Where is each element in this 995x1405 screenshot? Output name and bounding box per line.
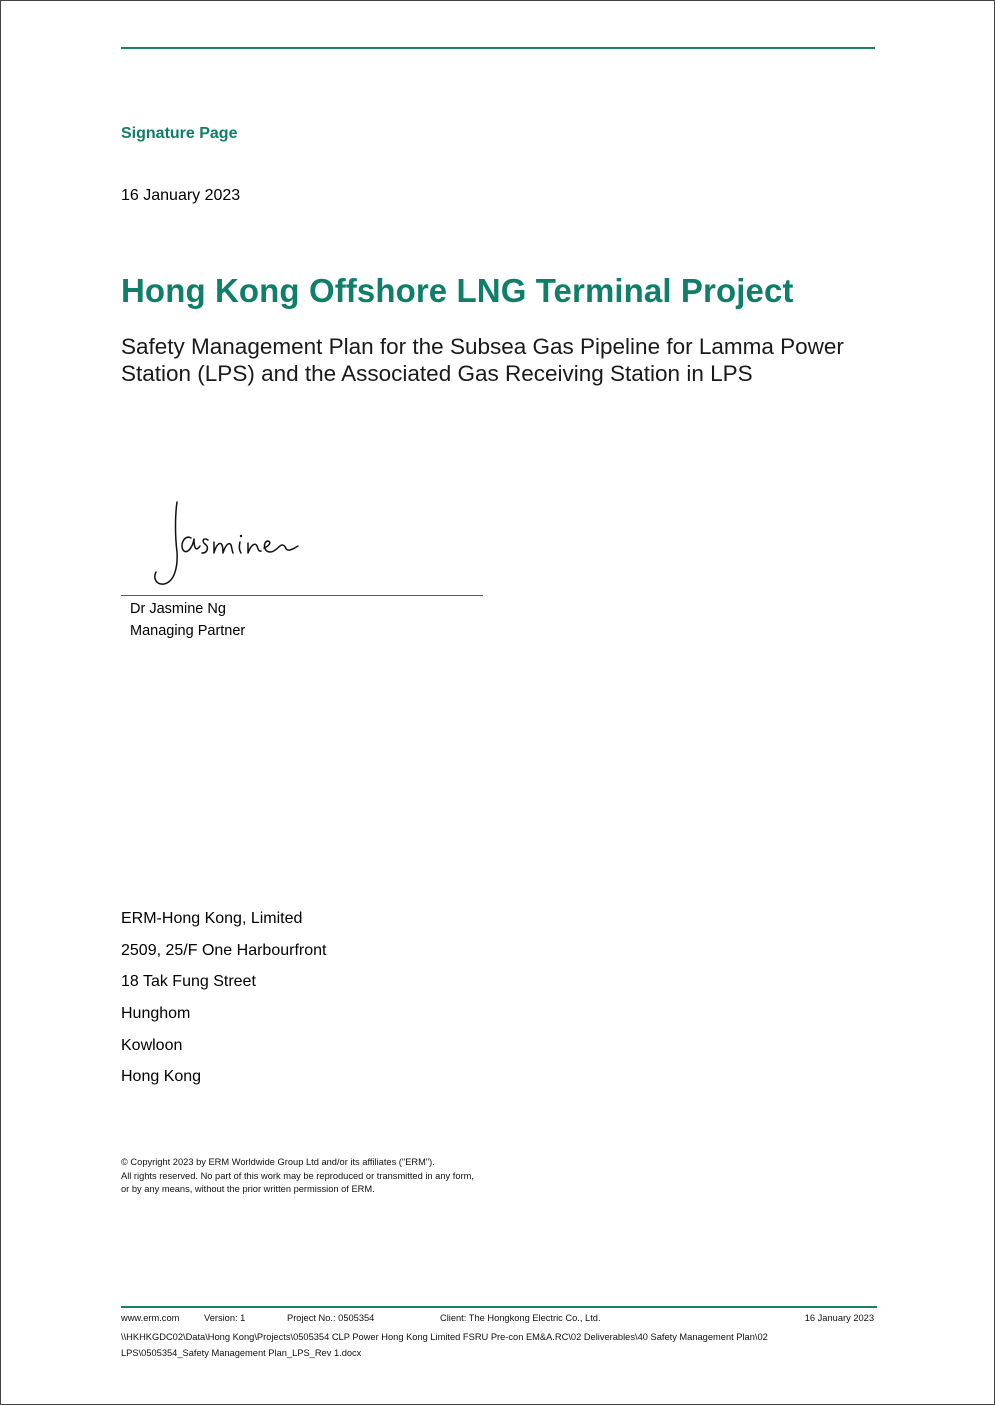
address-line: ERM-Hong Kong, Limited (121, 910, 303, 927)
footer-client: Client: The Hongkong Electric Co., Ltd. (440, 1313, 601, 1323)
address-line: 18 Tak Fung Street (121, 973, 256, 991)
footer-file-path: \\HKHKGDC02\Data\Hong Kong\Projects\0505354 CLP Power Hong Kong Limited FSRU Pre-con EM&A.RC\02 Deliverables\40 Safety Management Plan\02 LPS\0505354_Safety Management Plan_LPS_Rev 1.docx (121, 1332, 768, 1358)
address-line: Hunghom (121, 1005, 191, 1023)
copyright-notice (121, 1156, 474, 1197)
document-title: Hong Kong Offshore LNG Terminal Project (121, 272, 794, 309)
address-line: Kowloon (121, 1036, 183, 1054)
footer-project-number: Project No.: 0505354 (287, 1313, 375, 1323)
handwritten-signature (148, 496, 304, 592)
document-date: 16 January 2023 (121, 187, 241, 204)
signatory-name: Dr Jasmine Ng (130, 601, 226, 617)
header-rule (121, 47, 875, 49)
copyright-line: or by any means, without the prior written permission of ERM. (121, 1184, 375, 1194)
address-line: 2509, 25/F One Harbourfront (121, 941, 327, 959)
copyright-line: © Copyright 2023 by ERM Worldwide Group Ltd and/or its affiliates ("ERM"). (121, 1157, 435, 1167)
copyright-line: All rights reserved. No part of this work may be reproduced or transmitted in any form, (121, 1170, 474, 1181)
footer-date: 16 January 2023 (804, 1313, 874, 1323)
signatory-role: Managing Partner (130, 623, 246, 639)
company-address (121, 909, 326, 1099)
address-line: Hong Kong (121, 1068, 202, 1086)
document-subtitle: Safety Management Plan for the Subsea Gas Pipeline for Lamma Power Station (LPS) and the Associated Gas Receiving Station in LPS (121, 334, 844, 386)
footer-website: www.erm.com (121, 1313, 180, 1323)
footer-rule (121, 1306, 877, 1308)
signature-line (121, 595, 483, 596)
footer-version: Version: 1 (204, 1313, 246, 1323)
section-label: Signature Page (121, 125, 238, 142)
